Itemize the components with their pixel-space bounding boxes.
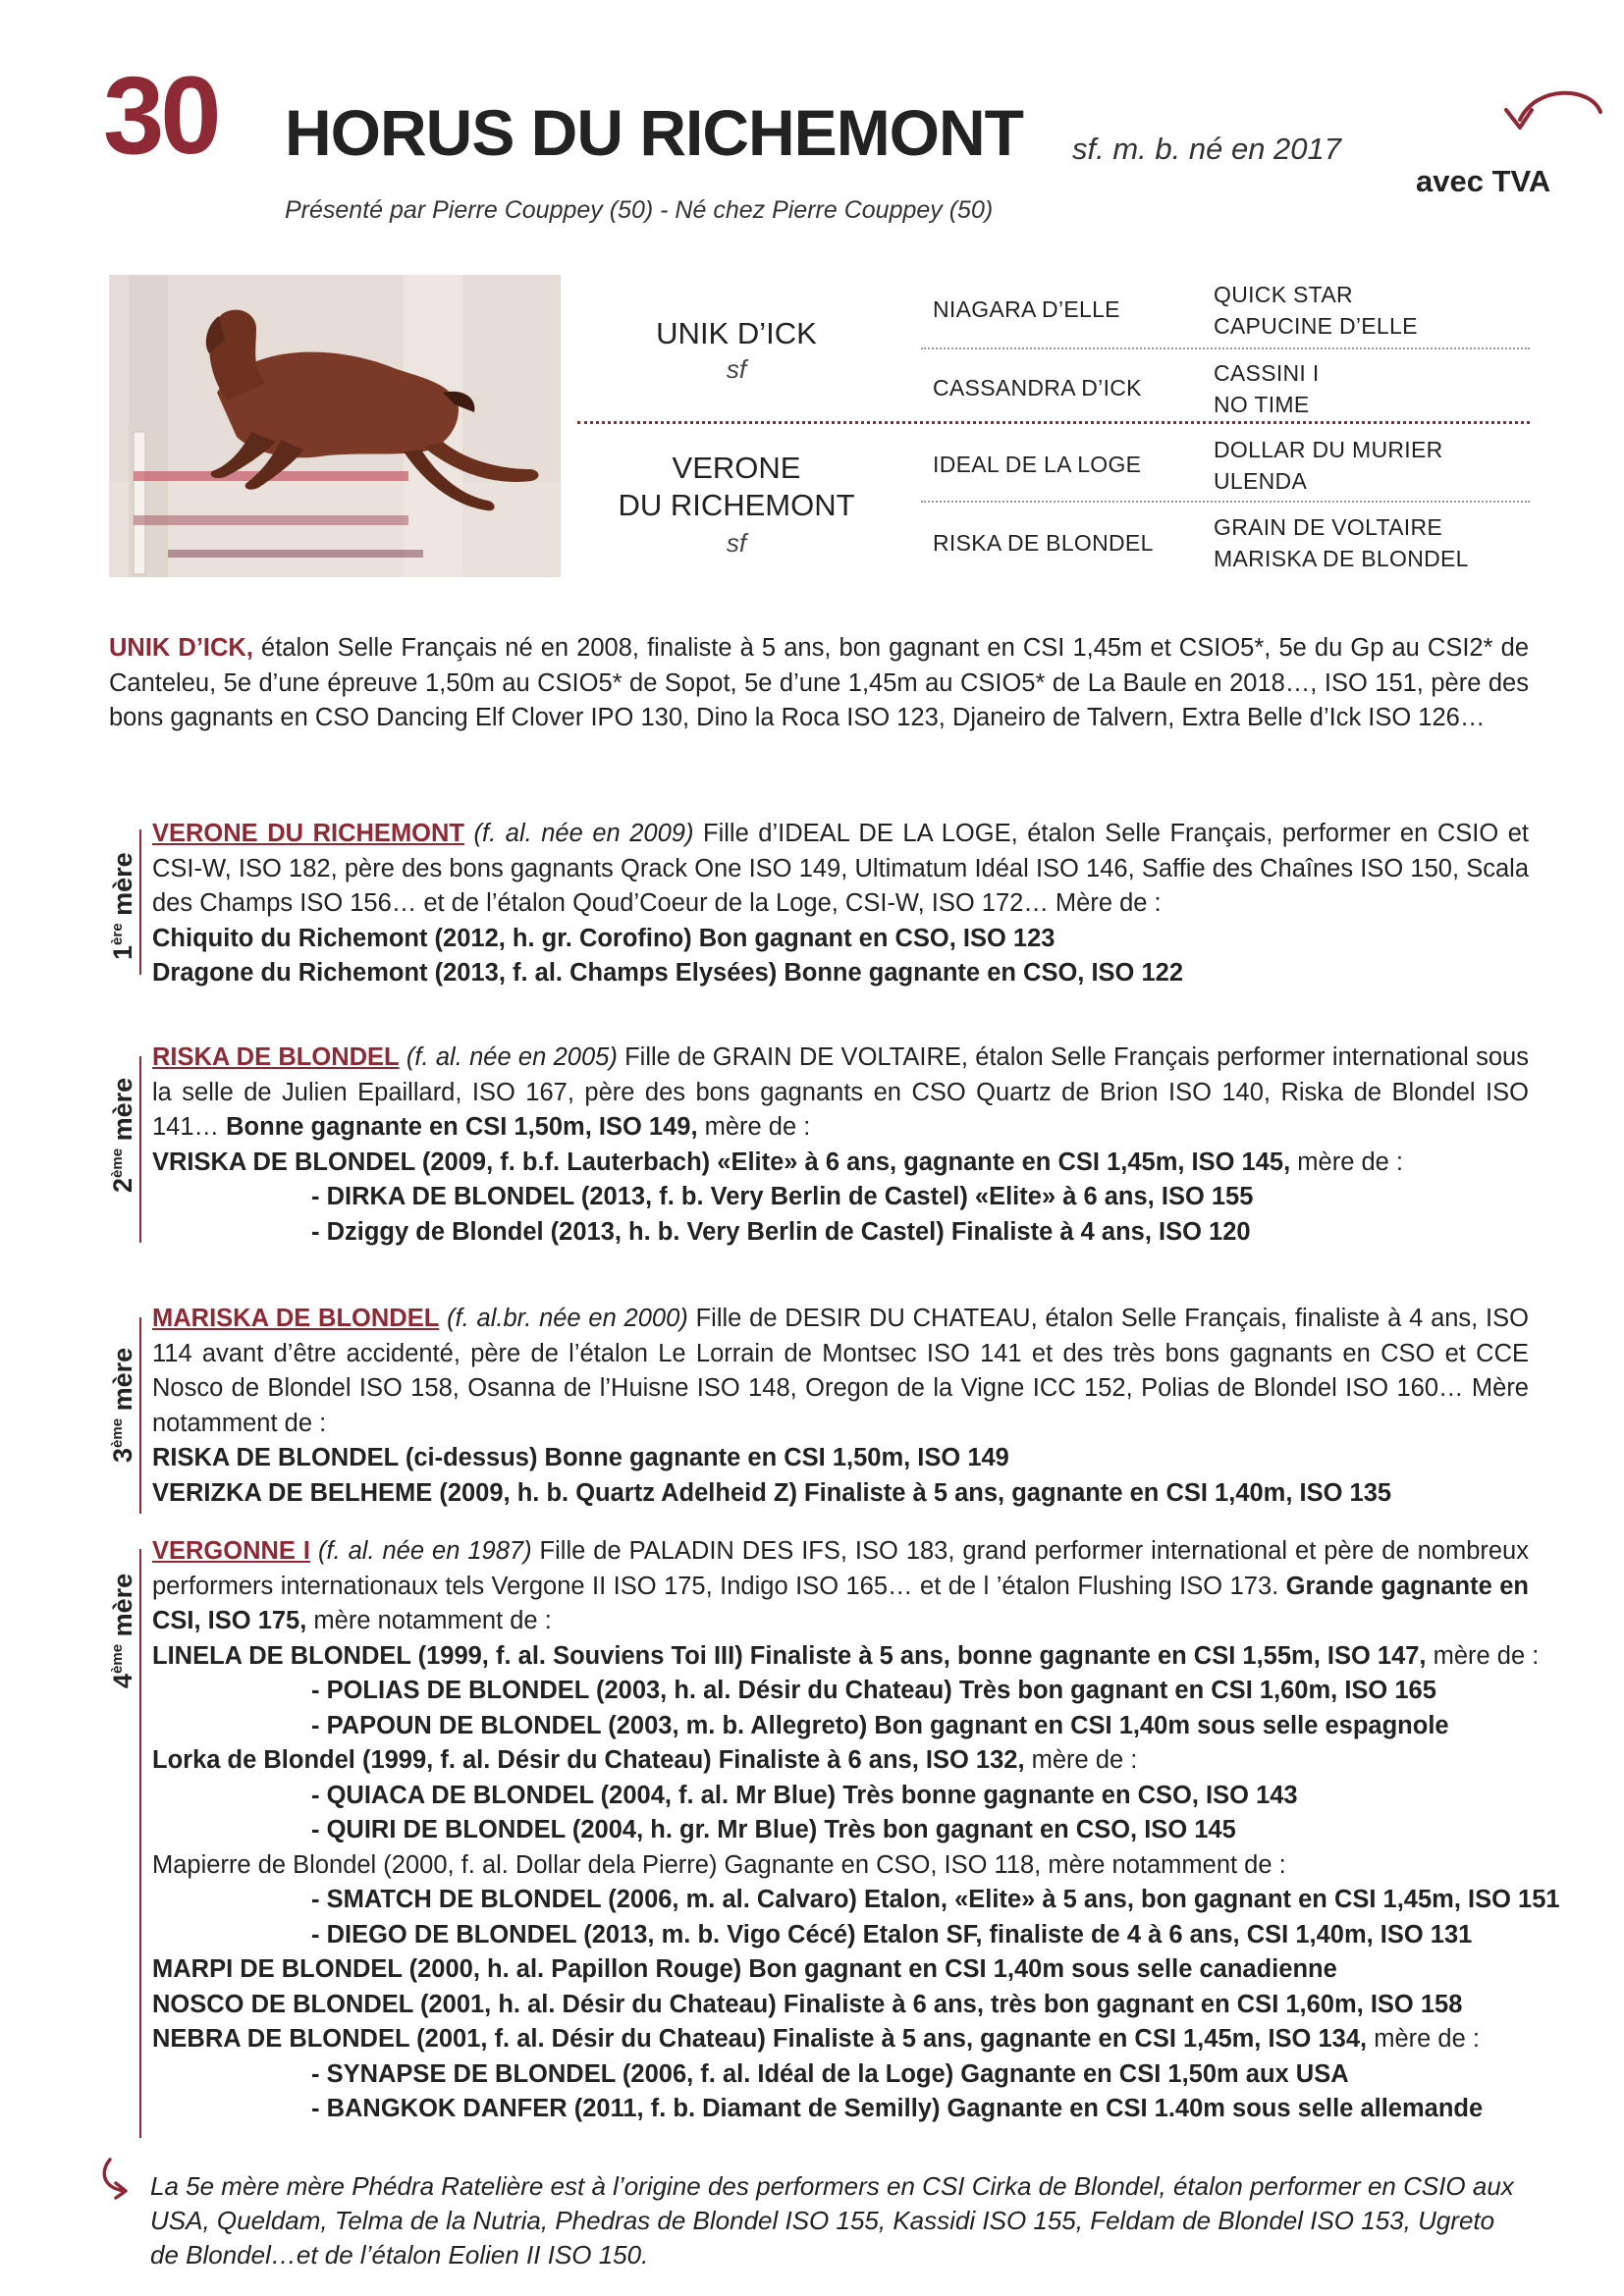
- mere-4-bold: Grande gagnante en CSI, ISO 175,: [152, 1572, 1529, 1634]
- hook-arrow-icon: [98, 2156, 134, 2201]
- mere-4-info: (f. al. née en 1987): [310, 1537, 532, 1565]
- mere-4-text: Fille de PALADIN DES IFS, ISO 183, grand performer international et père de nombreux performers internationaux tels Vergone II ISO 175, Indigo ISO 165… et de l ’étalon Flushing ISO 173.: [152, 1537, 1529, 1600]
- ggp-3: CASSINI I: [1214, 360, 1320, 386]
- produce-item: Chiquito du Richemont (2012, h. gr. Corofino) Bon gagnant en CSO, ISO 123: [152, 924, 1056, 952]
- lot-number: 30: [103, 54, 218, 177]
- produce-item: RISKA DE BLONDEL (ci-dessus) Bonne gagnante en CSI 1,50m, ISO 149: [152, 1444, 1009, 1471]
- mere-3-info: (f. al.br. née en 2000): [439, 1305, 688, 1332]
- sire-section-name: UNIK D’ICK,: [109, 634, 253, 662]
- mere-2-section: [152, 1041, 1529, 1250]
- mere-2-bold: Bonne gagnante en CSI 1,50m, ISO 149,: [219, 1113, 698, 1141]
- produce-item: LINELA DE BLONDEL (1999, f. al. Souviens Toi III) Finaliste à 5 ans, bonne gagnante en CSI 1,55m, ISO 147, mère de :: [152, 1641, 1540, 1670]
- mere-4-label: 4ème mère: [108, 1573, 137, 1688]
- sub-produce-item: - POLIAS DE BLONDEL (2003, h. al. Désir du Chateau) Très bon gagnant en CSI 1,60m, ISO 165: [311, 1677, 1436, 1704]
- sire-description: [109, 631, 1529, 736]
- presenter-line: Présenté par Pierre Couppey (50) - Né chez Pierre Couppey (50): [285, 196, 994, 224]
- great-grandparents-1: [1214, 279, 1418, 342]
- mere-1-name: VERONE DU RICHEMONT: [152, 820, 465, 847]
- mere-2-text: Fille de GRAIN DE VOLTAIRE, étalon Selle Français performer international sous la selle de Julien Epaillard, ISO 167, père des bons gagnants en CSO Quartz de Brion ISO 140, Riska de Blondel ISO 141…: [152, 1043, 1529, 1141]
- grandparent-3: IDEAL DE LA LOGE: [933, 452, 1142, 477]
- mere-2-info: (f. al. née en 2005): [399, 1043, 618, 1071]
- ggp-6: ULENDA: [1214, 468, 1308, 494]
- ggp-4: NO TIME: [1214, 392, 1310, 417]
- sub-produce-item: - BANGKOK DANFER (2011, f. b. Diamant de Semilly) Gagnante en CSI 1.40m sous selle allemande: [311, 2095, 1484, 2122]
- tva-label: avec TVA: [1416, 164, 1551, 198]
- mere-4-bar: [139, 1549, 141, 2138]
- mere-2-end: mère de :: [697, 1113, 811, 1141]
- mere-3-label: 3ème mère: [108, 1347, 137, 1463]
- curved-arrow-icon: [1483, 80, 1610, 159]
- mere-4-end: mère notamment de :: [306, 1607, 552, 1634]
- sire-section-text: étalon Selle Français né en 2008, finaliste à 5 ans, bon gagnant en CSI 1,45m et CSIO5*, 5e du Gp au CSI2* de Canteleu, 5e d’une épreuve 1,50m au CSIO5* de Sopot, 5e d’une 1,45m au CSIO5* de La Baule en 2018…, ISO 151, père des bons gagnants en CSO Dancing Elf Clover IPO 130, Dino la Roca ISO 123, Djaneiro de Talvern, Extra Belle d’Ick ISO 126…: [109, 634, 1529, 731]
- ggp-5: DOLLAR DU MURIER: [1214, 437, 1443, 462]
- produce-item: Lorka de Blondel (1999, f. al. Désir du Chateau) Finaliste à 6 ans, ISO 132, mère de :: [152, 1746, 1138, 1774]
- produce-item: Mapierre de Blondel (2000, f. al. Dollar dela Pierre) Gagnante en CSO, ISO 118, mère notamment de :: [152, 1850, 1286, 1879]
- dam-name-line1: VERONE: [672, 451, 801, 485]
- sub-produce-item: - SYNAPSE DE BLONDEL (2006, f. al. Idéal de la Loge) Gagnante en CSI 1,50m aux USA: [311, 2059, 1349, 2088]
- mere-4-name: VERGONNE I: [152, 1537, 310, 1565]
- sub-produce-item: - Dziggy de Blondel (2013, h. b. Very Berlin de Castel) Finaliste à 4 ans, ISO 120: [311, 1217, 1251, 1246]
- sub-produce-item: - SMATCH DE BLONDEL (2006, m. al. Calvaro) Etalon, «Elite» à 5 ans, bon gagnant en CSI 1,45m, ISO 151: [311, 1886, 1560, 1913]
- mere-3-section: [152, 1302, 1529, 1511]
- great-grandparents-4: [1214, 511, 1469, 574]
- produce-item: NEBRA DE BLONDEL (2001, f. al. Désir du Chateau) Finaliste à 5 ans, gagnante en CSI 1,45m, ISO 134, mère de :: [152, 2025, 1480, 2053]
- ggp-1: QUICK STAR: [1214, 282, 1353, 307]
- mere-2-bar: [139, 1056, 141, 1243]
- footer-note: La 5e mère mère Phédra Ratelière est à l’origine des performers en CSI Cirka de Blondel, étalon performer en CSIO aux USA, Queldam, Telma de la Nutria, Phedras de Blondel ISO 155, Kassidi ISO 155, Feldam de Blondel ISO 153, Ugreto de Blondel…et de l’étalon Eolien II ISO 150.: [150, 2171, 1514, 2269]
- sub-produce-item: - DIEGO DE BLONDEL (2013, m. b. Vigo Cécé) Etalon SF, finaliste de 4 à 6 ans, CSI 1,40m, ISO 131: [311, 1920, 1473, 1949]
- mere-4-section: [152, 1534, 1560, 2127]
- ggp-7: GRAIN DE VOLTAIRE: [1214, 514, 1443, 540]
- horse-name: HORUS DU RICHEMONT: [285, 96, 1023, 169]
- dam-name-line2: DU RICHEMONT: [618, 488, 855, 522]
- sub-produce-item: - DIRKA DE BLONDEL (2013, f. b. Very Berlin de Castel) «Elite» à 6 ans, ISO 155: [311, 1183, 1254, 1210]
- sire-name: UNIK D’ICK: [656, 316, 817, 350]
- grandparent-1: NIAGARA D’ELLE: [933, 296, 1120, 322]
- mere-3-bar: [139, 1317, 141, 1514]
- mere-3-text: Fille de DESIR DU CHATEAU, étalon Selle Français, finaliste à 4 ans, ISO 114 avant d’être accidenté, père de l’étalon Le Lorrain de Montsec ISO 141 et des très bons gagnants en CSO et CCE Nosco de Blondel ISO 158, Osanna de l’Huisne ISO 148, Oregon de la Vigne ICC 152, Polias de Blondel ISO 160… Mère notamment de :: [152, 1305, 1529, 1437]
- pedigree-main-divider: [577, 421, 1530, 424]
- pedigree-dam: [579, 450, 893, 561]
- grandparent-2: CASSANDRA D’ICK: [933, 375, 1142, 400]
- mere-3-name: MARISKA DE BLONDEL: [152, 1305, 440, 1332]
- sub-produce-item: - QUIACA DE BLONDEL (2004, f. al. Mr Blue) Très bonne gagnante en CSO, ISO 143: [311, 1781, 1298, 1809]
- grandparent-4: RISKA DE BLONDEL: [933, 530, 1154, 556]
- dam-breed: sf: [726, 528, 747, 558]
- great-grandparents-2: [1214, 357, 1320, 420]
- sub-produce-item: - PAPOUN DE BLONDEL (2003, m. b. Allegreto) Bon gagnant en CSI 1,40m sous selle espagnole: [311, 1711, 1449, 1739]
- pedigree-divider: [921, 347, 1530, 349]
- horse-info: sf. m. b. né en 2017: [1072, 132, 1342, 166]
- mere-2-label: 2ème mère: [108, 1077, 137, 1193]
- great-grandparents-3: [1214, 434, 1443, 497]
- mere-1-label: 1ère mère: [108, 852, 137, 960]
- sire-breed: sf: [726, 354, 747, 384]
- mere-1-text: Fille d’IDEAL DE LA LOGE, étalon Selle Français, performer en CSIO et CSI-W, ISO 182, père des bons gagnants Qrack One ISO 149, Ultimatum Idéal ISO 146, Saffie des Chaînes ISO 150, Scala des Champs ISO 156… et de l’étalon Qoud’Coeur de la Loge, CSI-W, ISO 172… Mère de :: [152, 820, 1529, 917]
- produce-item: MARPI DE BLONDEL (2000, h. al. Papillon Rouge) Bon gagnant en CSI 1,40m sous selle canadienne: [152, 1955, 1337, 1983]
- ggp-8: MARISKA DE BLONDEL: [1214, 546, 1469, 571]
- produce-item: NOSCO DE BLONDEL (2001, h. al. Désir du Chateau) Finaliste à 6 ans, très bon gagnant en CSI 1,60m, ISO 158: [152, 1990, 1463, 2018]
- sub-produce-item: - QUIRI DE BLONDEL (2004, h. gr. Mr Blue) Très bon gagnant en CSO, ISO 145: [311, 1816, 1236, 1843]
- mere-2-name: RISKA DE BLONDEL: [152, 1043, 400, 1071]
- pedigree-sire: [579, 316, 893, 387]
- produce-item: Dragone du Richemont (2013, f. al. Champs Elysées) Bonne gagnante en CSO, ISO 122: [152, 959, 1184, 987]
- horse-photo: [109, 275, 561, 577]
- ggp-2: CAPUCINE D’ELLE: [1214, 313, 1418, 339]
- mere-1-info: (f. al. née en 2009): [464, 820, 694, 847]
- pedigree-divider: [921, 501, 1530, 503]
- mere-1-section: [152, 817, 1529, 991]
- produce-item: VRISKA DE BLONDEL (2009, f. b.f. Lauterbach) «Elite» à 6 ans, gagnante en CSI 1,45m, ISO 145, mère de :: [152, 1148, 1403, 1176]
- jumping-horse-image: [109, 275, 561, 577]
- mere-1-bar: [139, 829, 141, 975]
- produce-item: VERIZKA DE BELHEME (2009, h. b. Quartz Adelheid Z) Finaliste à 5 ans, gagnante en CSI 1,40m, ISO 135: [152, 1478, 1392, 1507]
